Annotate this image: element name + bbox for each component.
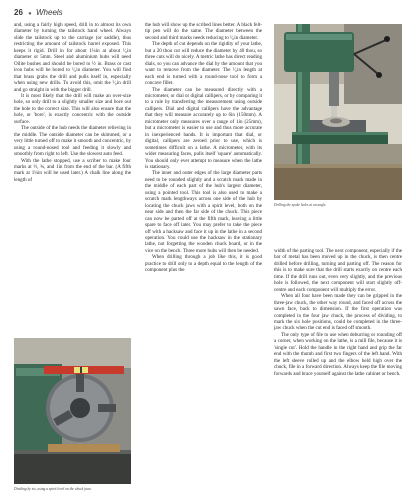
paragraph: It is most likely that the drill will make an over-size hole, so only drill to a slightly smaller size and bore out the hole to the correct size. This will also ensure that the hole, or 'bore', is exactly concentric with the outside surface. [14, 92, 131, 125]
running-title: Wheels [36, 8, 63, 17]
text-column-left [14, 22, 131, 342]
page-number: 26 [14, 8, 23, 17]
paragraph: The outside of the hub needs the diameter relieving in the middle. The outside diameter can be skimmed, or a very little turned off to make it smooth and concentric, by using a round-nosed tool and feeding it slowly and smoothly from right to left. Use the slowest auto feed. [14, 125, 131, 158]
paragraph: The diameter can be measured directly with a micrometer, or dial or digital callipers, or by comparing it to a rule by transferring the measurement using outside callipers. Dial and digital callipers have the advantage that they will measure accurately up to 6in (150mm). A micrometer only measures over a range of 1in (25mm), but a micrometer is easier to use and thus more accurate in inexperienced hands. It is important that dial, or digital, callipers are zeroed prior to use, which is sometimes difficult on a lathe. A micrometer, with its wider measuring faces, pulls itself 'square' automatically. You should only ever attempt to measure when the lathe is stationary. [145, 86, 262, 170]
paragraph: When all four have been made they can be gripped in the three-jaw chuck, the other way round, and faced off across the sawn face, back to dimension. If the first operation was completed in the four jaw chuck, the process of dividing, to mark the six hole positions, could be completed in the three-jaw chuck when the cut end is faced off smooth. [274, 293, 402, 332]
paragraph: With the lathe stopped, use a scriber to make four marks at ½, ¾, and 1in from the end of the bar. (A fifth mark at 1¼in will be used later.) A chalk line along the length of [14, 157, 131, 183]
photo-drilling-spoke-holes [274, 24, 402, 200]
text-column-middle [145, 22, 262, 502]
caption-drilling: Drilling the spoke holes at an angle. [274, 203, 327, 207]
text-column-right [274, 248, 402, 493]
header-bullet: ● [28, 11, 32, 17]
paragraph: When drilling through a job like this, it is good practice to drill only to a depth equal to the length of the component plus the [145, 254, 262, 274]
paragraph: The inner and outer edges of the large diameter parts need to be rounded slightly and a scratch mark made in the middle of each part of the hub's largest diameter, using a pointed tool. This tool is also used to make a scratch mark lengthways across one side of the hub by locating the chuck jaws with a spirit level, both on the near side and then the far side of the chuck. This piece can now be parted off at the fifth mark, leaving a little spare to face off later. You may prefer to take the piece off with a hacksaw and face it up in the lathe in a second operation. You could use the hacksaw in the stationary lathe, not forgetting the wooden chuck board, or in the vice on the bench. Three more hubs will then be needed. [145, 170, 262, 254]
caption-dividing: Dividing by six, using a spirit level on the chuck jaws. [14, 487, 92, 491]
paragraph: The only type of file to use when deburring or rounding off a corner, when working on the lathe, is a mill file, because it is 'single cut'. Hold the handle in the right hand and grip the far end with the thumb and first two fingers of the left hand. With the left sleeve rolled up and the elbow held high over the chuck, file in a forward direction. Always keep the file moving forwards and brace yourself against the lathe cabinet or bench. [274, 331, 402, 377]
paragraph: the hub will show up the scribed lines better. A black felt-tip pen will do the same. The diameter between the second and third marks needs reducing to ¹⁄₆in diameter. [145, 22, 262, 41]
photo-dividing-by-six [14, 338, 131, 484]
paragraph: width of the parting tool. The next component, especially if the bar of metal has been moved up in the chuck, is then centre drilled before drilling, turning and parting off. The reason for this is to make sure that the drill starts exactly on centre each time. If the drill runs out, even very slightly, and the previous hole is followed, the next component will start slightly off-centre and each component will multiply the error. [274, 248, 402, 293]
paragraph: The depth of cut depends on the rigidity of your lathe, but a 20 thou cut will reduce the diameter by 40 thou, so three cuts will do nicely. A metric lathe has direct reading dials, so you can advance the dial by the amount that you want to remove from the diameter. The ¹⁄₆in length at each end is turned with a round-nose tool to form a concave fillet. [145, 41, 262, 87]
paragraph: and, using a fairly high speed, drill in to almost its own diameter by turning the tailstock hand wheel. Always slide the tailstock up to the carriage (or saddle), thus restricting the amount of tailstock barrel exposed. This keeps it rigid. Drill in for about 1¼in at about ¹⁄₆in diameter or 5mm. Steel and aluminium hubs will need Oilite bushes and should be bored to ½ in. Brass or cast iron hubs will be bored to ¹⁄₆in diameter. You will find that brass grabs the drill and pulls itself in, especially when using new drills. To avoid this, omit the ⁵⁄₆in drill and go straight in with the bigger drill. [14, 22, 131, 93]
page-header [14, 8, 402, 22]
